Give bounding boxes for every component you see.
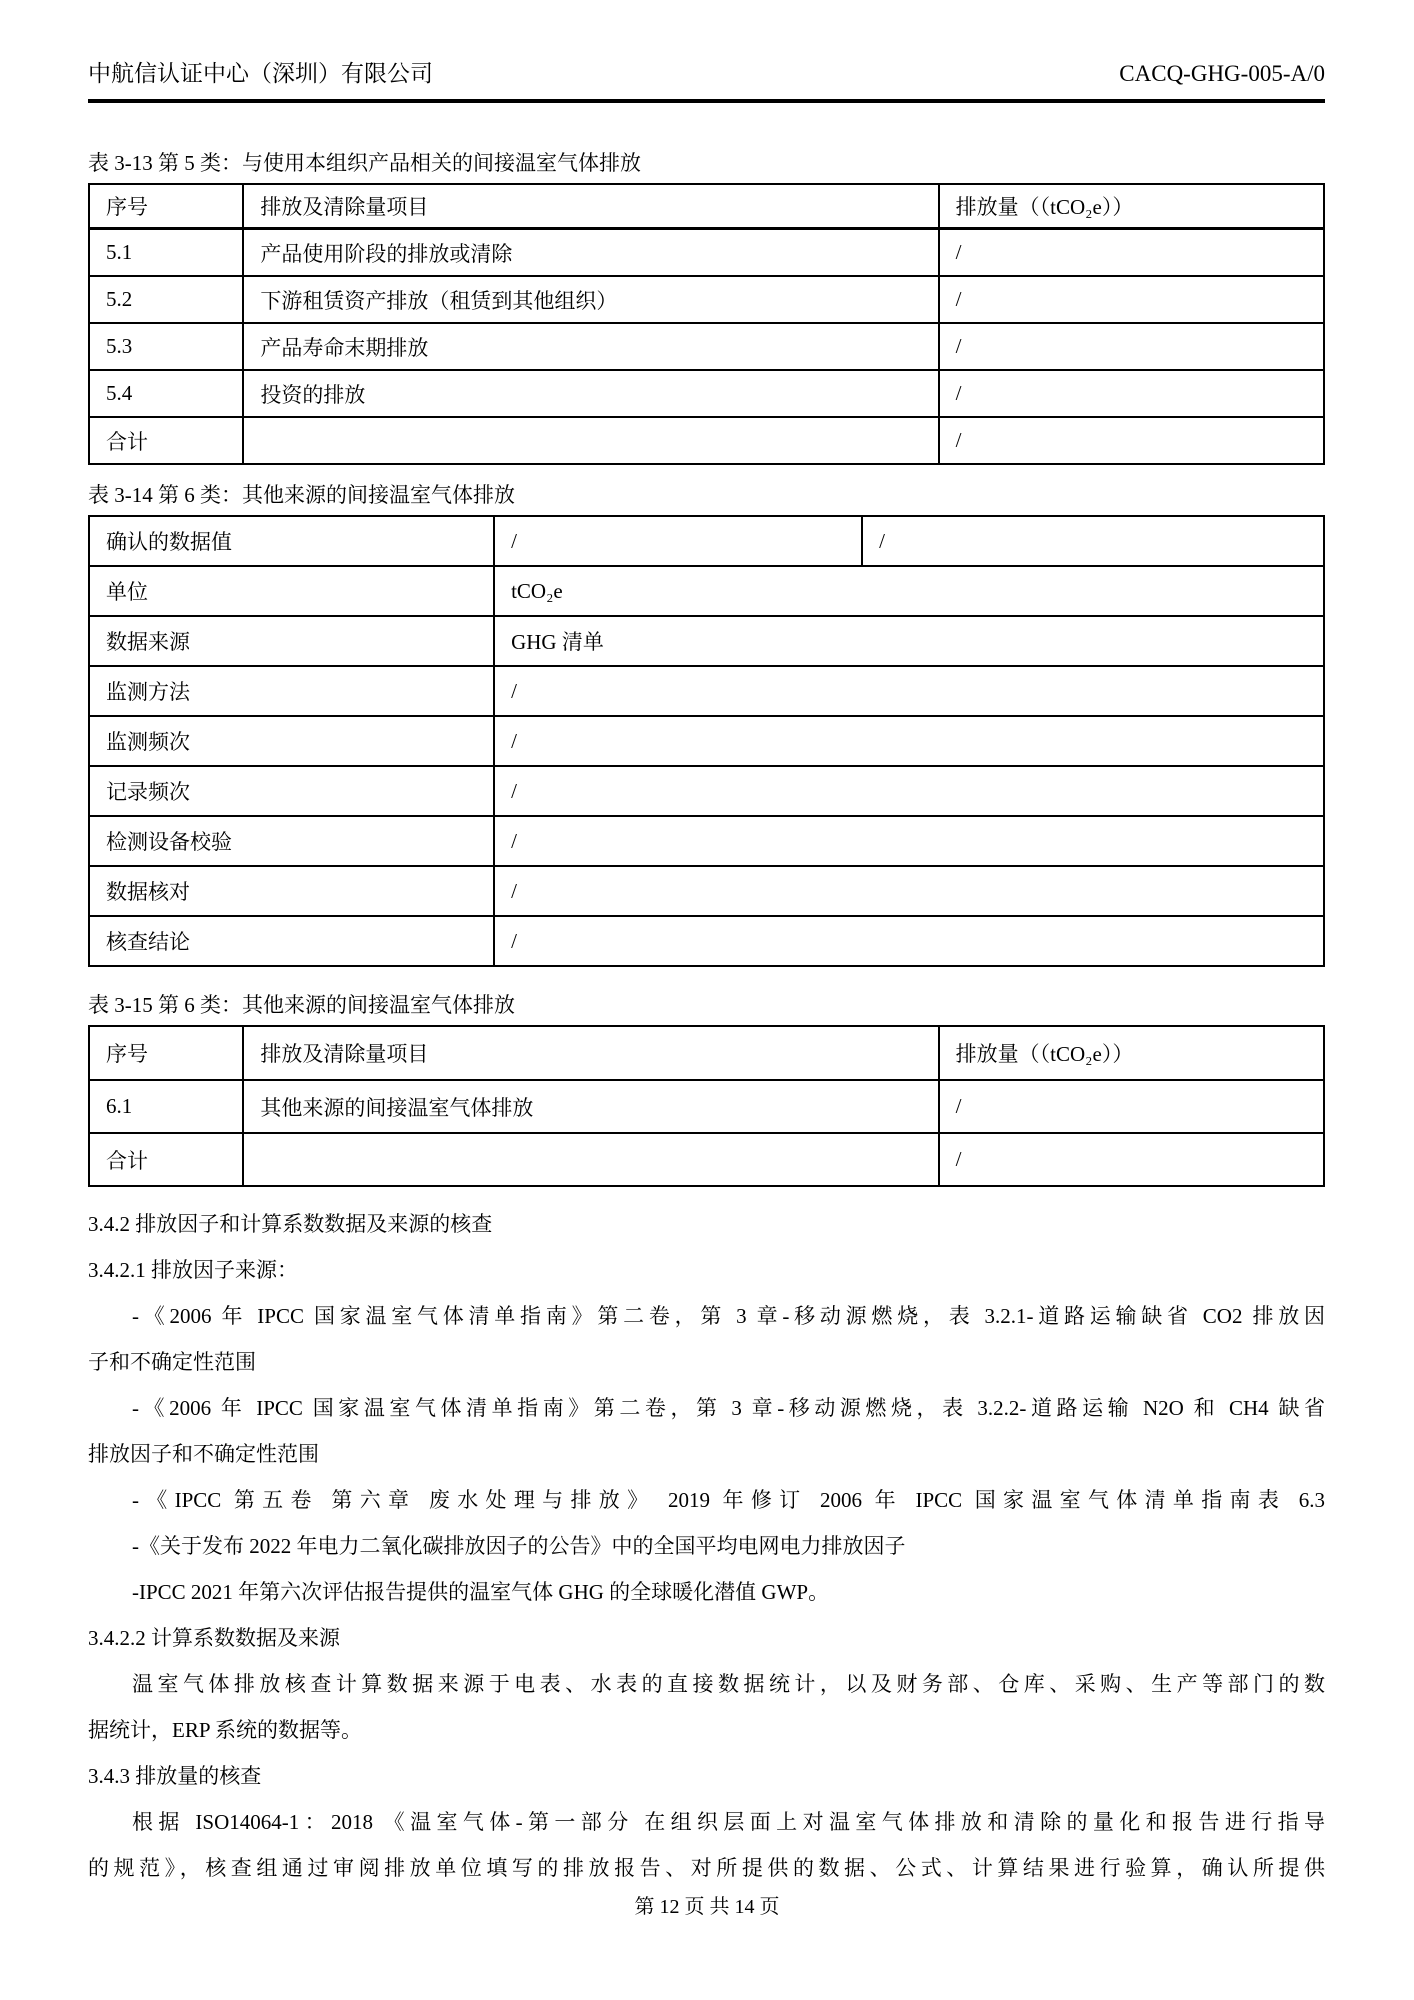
- cell-value: /: [939, 370, 1324, 417]
- cell-label: 记录频次: [89, 766, 494, 816]
- table-row: [89, 516, 1324, 566]
- cell-index: 合计: [89, 1133, 243, 1186]
- table-row: [89, 716, 1324, 766]
- table-row: [89, 276, 1324, 323]
- cell-item: 下游租赁资产排放（租赁到其他组织）: [243, 276, 938, 323]
- table-row: [89, 766, 1324, 816]
- paragraph-3422-line2: 据统计，ERP 系统的数据等。: [88, 1718, 362, 1742]
- table-3-15-title: 表 3-15 第 6 类：其他来源的间接温室气体排放: [88, 993, 515, 1017]
- section-heading-343: 3.4.3 排放量的核查: [88, 1764, 262, 1788]
- table-row: [89, 323, 1324, 370]
- header-cell: 排放及清除量项目: [243, 1026, 938, 1080]
- table-row: [89, 866, 1324, 916]
- table-3-13-title: 表 3-13 第 5 类：与使用本组织产品相关的间接温室气体排放: [88, 151, 641, 175]
- cell-label: 数据核对: [89, 866, 494, 916]
- header-cell: 序号: [89, 1026, 243, 1080]
- table-3-14-title: 表 3-14 第 6 类：其他来源的间接温室气体排放: [88, 483, 515, 507]
- table-row: [89, 229, 1324, 277]
- cell-item: 投资的排放: [243, 370, 938, 417]
- cell-value: /: [862, 516, 1324, 566]
- cell-item: 产品寿命末期排放: [243, 323, 938, 370]
- cell-value: /: [494, 866, 1324, 916]
- section-heading-342: 3.4.2 排放因子和计算系数数据及来源的核查: [88, 1212, 493, 1236]
- company-name: 中航信认证中心（深圳）有限公司: [88, 61, 433, 86]
- bullet-emission-factor-2-line2: 排放因子和不确定性范围: [88, 1442, 319, 1466]
- header-cell: 排放量（（tCO₂e））: [939, 1026, 1324, 1080]
- table-header-row: [89, 1026, 1324, 1080]
- cell-index: 合计: [89, 417, 243, 464]
- table-3-14: [88, 515, 1325, 967]
- table-3-13: [88, 183, 1325, 465]
- cell-value: /: [494, 716, 1324, 766]
- cell-label: 数据来源: [89, 616, 494, 666]
- cell-value: /: [494, 766, 1324, 816]
- document-header: [88, 0, 1325, 103]
- cell-index: 6.1: [89, 1080, 243, 1133]
- cell-value: /: [494, 816, 1324, 866]
- table-row: [89, 666, 1324, 716]
- table-row: [89, 1080, 1324, 1133]
- section-heading-3421: 3.4.2.1 排放因子来源：: [88, 1258, 298, 1282]
- cell-label: 检测设备校验: [89, 816, 494, 866]
- section-heading-3422: 3.4.2.2 计算系数数据及来源: [88, 1626, 340, 1650]
- cell-label: 监测频次: [89, 716, 494, 766]
- cell-value: /: [494, 916, 1324, 966]
- paragraph-343-line1: 根据 ISO14064-1：2018 《温室气体-第一部分 在组织层面上对温室气体排放和清除的量化和报告进行指导: [132, 1810, 1325, 1834]
- cell-value: GHG 清单: [494, 616, 1324, 666]
- header-cell: 排放及清除量项目: [243, 184, 938, 229]
- cell-value: /: [939, 276, 1324, 323]
- cell-value: /: [939, 229, 1324, 277]
- page-number: 第 12 页 共 14 页: [634, 1896, 780, 1918]
- cell-item: 产品使用阶段的排放或清除: [243, 229, 938, 277]
- cell-item: [243, 417, 938, 464]
- document-code: CACQ-GHG-005-A/0: [1119, 61, 1325, 86]
- bullet-emission-factor-3: -《IPCC 第五卷 第六章 废水处理与排放》 2019 年修订 2006 年 IPCC 国家温室气体清单指南表 6.3: [132, 1488, 1325, 1512]
- cell-value: /: [494, 666, 1324, 716]
- table-row-total: [89, 417, 1324, 464]
- cell-index: 5.4: [89, 370, 243, 417]
- cell-label: 核查结论: [89, 916, 494, 966]
- table-row: [89, 816, 1324, 866]
- cell-label: 监测方法: [89, 666, 494, 716]
- cell-index: 5.1: [89, 229, 243, 277]
- bullet-emission-factor-2-line1: -《2006 年 IPCC 国家温室气体清单指南》第二卷，第 3 章-移动源燃烧，表 3.2.2-道路运输 N2O 和 CH4 缺省: [132, 1396, 1325, 1420]
- cell-value: tCO₂e: [494, 566, 1324, 616]
- table-row: [89, 566, 1324, 616]
- bullet-emission-factor-1-line1: -《2006 年 IPCC 国家温室气体清单指南》第二卷，第 3 章-移动源燃烧，表 3.2.1-道路运输缺省 CO2 排放因: [132, 1304, 1325, 1328]
- cell-label: 确认的数据值: [89, 516, 494, 566]
- paragraph-3422-line1: 温室气体排放核查计算数据来源于电表、水表的直接数据统计，以及财务部、仓库、采购、生产等部门的数: [132, 1672, 1325, 1696]
- table-row: [89, 616, 1324, 666]
- table-row-total: [89, 1133, 1324, 1186]
- header-cell: 排放量（（tCO₂e））: [939, 184, 1324, 229]
- body-text: [88, 1201, 1325, 1891]
- cell-value: /: [939, 417, 1324, 464]
- table-row: [89, 370, 1324, 417]
- cell-index: 5.3: [89, 323, 243, 370]
- cell-value: /: [494, 516, 862, 566]
- bullet-emission-factor-5: -IPCC 2021 年第六次评估报告提供的温室气体 GHG 的全球暖化潜值 GWP。: [132, 1580, 830, 1604]
- bullet-emission-factor-1-line2: 子和不确定性范围: [88, 1350, 256, 1374]
- cell-item: [243, 1133, 938, 1186]
- cell-label: 单位: [89, 566, 494, 616]
- table-row: [89, 916, 1324, 966]
- cell-index: 5.2: [89, 276, 243, 323]
- header-cell: 序号: [89, 184, 243, 229]
- paragraph-343-line2: 的规范》，核查组通过审阅排放单位填写的排放报告、对所提供的数据、公式、计算结果进行验算，确认所提供: [88, 1856, 1325, 1880]
- cell-value: /: [939, 1080, 1324, 1133]
- bullet-emission-factor-4: -《关于发布 2022 年电力二氧化碳排放因子的公告》中的全国平均电网电力排放因子: [132, 1534, 906, 1558]
- cell-item: 其他来源的间接温室气体排放: [243, 1080, 938, 1133]
- table-header-row: [89, 184, 1324, 229]
- table-3-15: [88, 1025, 1325, 1187]
- cell-value: /: [939, 1133, 1324, 1186]
- cell-value: /: [939, 323, 1324, 370]
